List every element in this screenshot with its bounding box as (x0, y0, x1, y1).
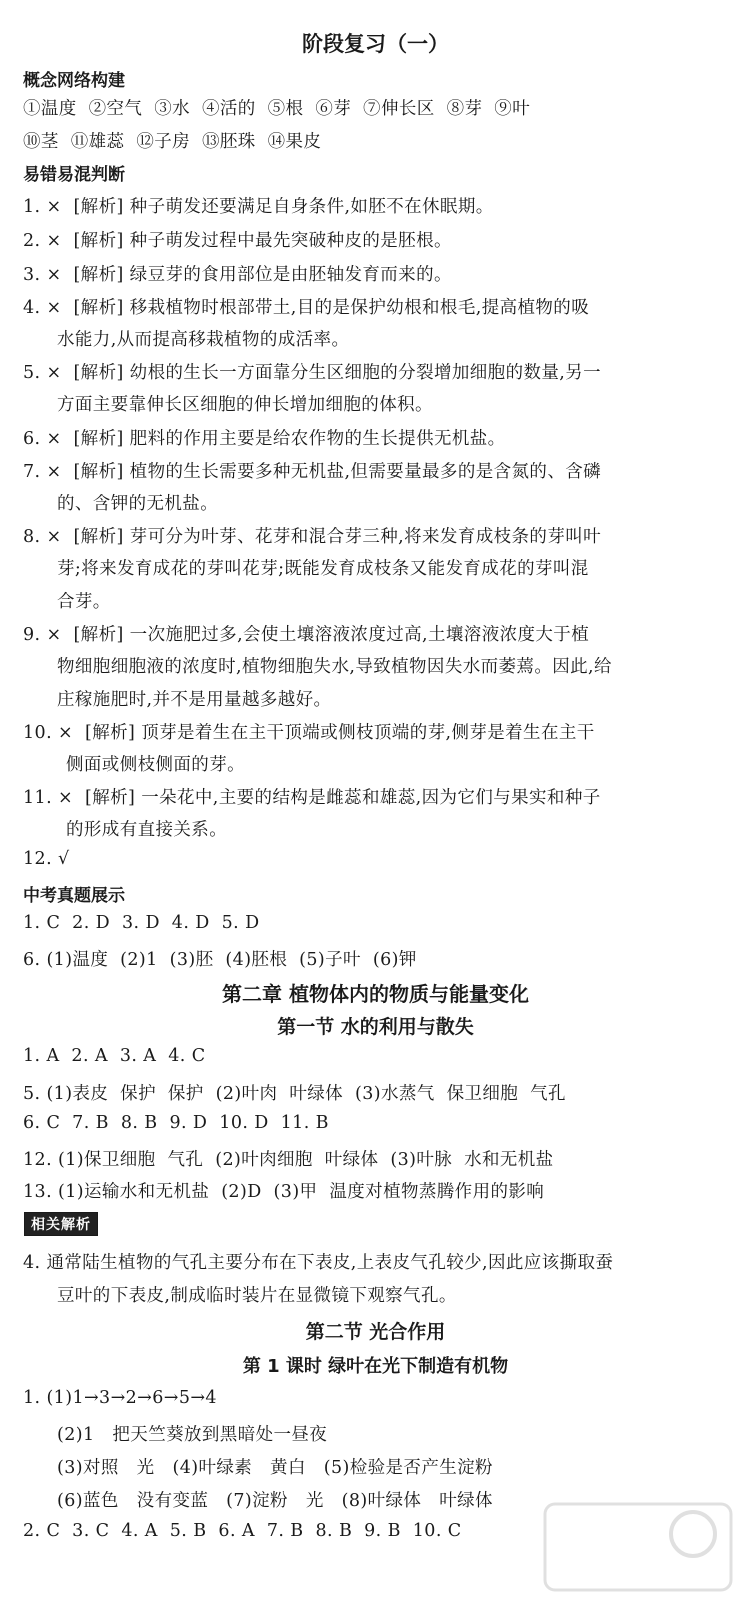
s2-line-4: (6)蓝色 没有变蓝 (7)淀粉 光 (8)叶绿体 叶绿体 (57, 1491, 493, 1511)
related-line-1: 4. 通常陆生植物的气孔主要分布在下表皮,上表皮气孔较少,因此应该撕取蚕 (23, 1253, 614, 1273)
judge-item-10: 10. × [解析] 顶芽是着生在主干顶端或侧枝顶端的芽,侧芽是着生在主干 (23, 723, 595, 743)
judge-item-8: 8. × [解析] 芽可分为叶芽、花芽和混合芽三种,将来发育成枝条的芽叫叶 (23, 527, 602, 547)
s1-line-5: 13. (1)运输水和无机盐 (2)D (3)甲 温度对植物蒸腾作用的影响 (23, 1182, 545, 1202)
concept-line-2: ⑩茎 ⑪雄蕊 ⑫子房 ⑬胚珠 ⑭果皮 (23, 132, 322, 152)
s1-line-2: 5. (1)表皮 保护 保护 (2)叶肉 叶绿体 (3)水蒸气 保卫细胞 气孔 (23, 1084, 566, 1104)
page-title: 阶段复习（一） (302, 32, 449, 56)
section-title-2: 第二节 光合作用 (305, 1321, 446, 1343)
heading-exam-questions: 中考真题展示 (23, 886, 125, 906)
s2-line-2: (2)1 把天竺葵放到黑暗处一昼夜 (57, 1425, 328, 1445)
related-line-2: 豆叶的下表皮,制成临时装片在显微镜下观察气孔。 (57, 1286, 457, 1306)
judge-item-4: 4. × [解析] 移栽植物时根部带土,目的是保护幼根和根毛,提高植物的吸 (23, 298, 590, 318)
judge-item-6: 6. × [解析] 肥料的作用主要是给农作物的生长提供无机盐。 (23, 429, 506, 449)
judge-item-2: 2. × [解析] 种子萌发过程中最先突破种皮的是胚根。 (23, 231, 452, 251)
heading-error-judgement: 易错易混判断 (23, 165, 125, 185)
judge-item-4-cont: 水能力,从而提高移栽植物的成活率。 (57, 330, 350, 350)
judge-item-9: 9. × [解析] 一次施肥过多,会使土壤溶液浓度过高,土壤溶液浓度大于植 (23, 625, 590, 645)
judge-item-8-cont-1: 芽;将来发育成花的芽叫花芽;既能发育成枝条又能发育成花的芽叫混 (57, 559, 589, 579)
judge-item-7: 7. × [解析] 植物的生长需要多种无机盐,但需要量最多的是含氮的、含磷 (23, 462, 602, 482)
judge-item-5-cont: 方面主要靠伸长区细胞的伸长增加细胞的体积。 (57, 395, 433, 415)
judge-item-8-cont-2: 合芽。 (57, 592, 111, 612)
section-title-1: 第一节 水的利用与散失 (277, 1016, 474, 1038)
judge-item-1: 1. × [解析] 种子萌发还要满足自身条件,如胚不在休眠期。 (23, 197, 494, 217)
heading-concept-network: 概念网络构建 (23, 71, 125, 91)
judge-item-5: 5. × [解析] 幼根的生长一方面靠分生区细胞的分裂增加细胞的数量,另一 (23, 363, 602, 383)
s1-line-1: 1. A 2. A 3. A 4. C (23, 1046, 206, 1066)
chapter-title: 第二章 植物体内的物质与能量变化 (222, 982, 529, 1006)
judge-item-10-cont: 侧面或侧枝侧面的芽。 (66, 755, 245, 775)
exam-line-1: 1. C 2. D 3. D 4. D 5. D (23, 913, 260, 933)
judge-item-9-cont-1: 物细胞细胞液的浓度时,植物细胞失水,导致植物因失水而萎蔫。因此,给 (57, 657, 612, 677)
s2-line-3: (3)对照 光 (4)叶绿素 黄白 (5)检验是否产生淀粉 (57, 1458, 493, 1478)
s2-line-5: 2. C 3. C 4. A 5. B 6. A 7. B 8. B 9. B 10. C (23, 1521, 462, 1541)
lesson-title: 第 1 课时 绿叶在光下制造有机物 (242, 1356, 509, 1377)
judge-item-7-cont: 的、含钾的无机盐。 (57, 494, 219, 514)
related-analysis-tag: 相关解析 (24, 1212, 98, 1236)
judge-item-9-cont-2: 庄稼施肥时,并不是用量越多越好。 (57, 690, 332, 710)
judge-item-3: 3. × [解析] 绿豆芽的食用部位是由胚轴发育而来的。 (23, 265, 452, 285)
s1-line-4: 12. (1)保卫细胞 气孔 (2)叶肉细胞 叶绿体 (3)叶脉 水和无机盐 (23, 1150, 554, 1170)
exam-line-2: 6. (1)温度 (2)1 (3)胚 (4)胚根 (5)子叶 (6)钾 (23, 950, 417, 970)
concept-line-1: ①温度 ②空气 ③水 ④活的 ⑤根 ⑥芽 ⑦伸长区 ⑧芽 ⑨叶 (23, 99, 531, 119)
s1-line-3: 6. C 7. B 8. B 9. D 10. D 11. B (23, 1113, 329, 1133)
judge-item-11: 11. × [解析] 一朵花中,主要的结构是雌蕊和雄蕊,因为它们与果实和种子 (23, 788, 601, 808)
judge-item-11-cont: 的形成有直接关系。 (66, 820, 228, 840)
s2-line-1: 1. (1)1→3→2→6→5→4 (23, 1388, 217, 1408)
judge-item-12: 12. √ (23, 849, 70, 869)
watermark-logo (543, 1502, 733, 1592)
